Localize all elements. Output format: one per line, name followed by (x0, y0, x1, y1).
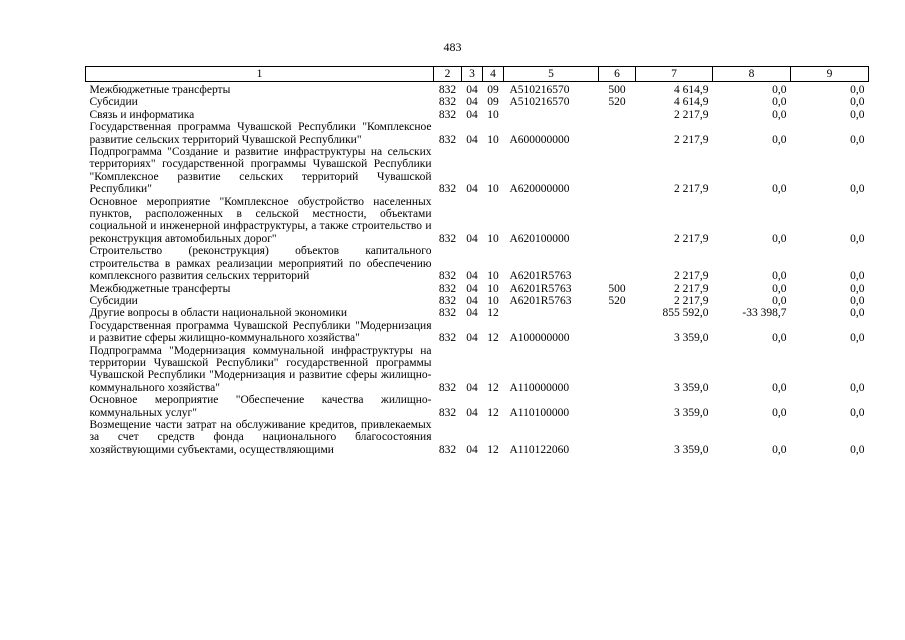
item-name-cell: Субсидии (89, 294, 138, 307)
amount-cell: 4 614,9 (674, 96, 709, 109)
target-article-cell: А110122060 (509, 443, 570, 456)
subsection-code-cell: 10 (487, 270, 499, 283)
expense-type-cell: 500 (608, 84, 626, 96)
ministry-code-cell: 832 (438, 294, 457, 307)
table-row (86, 394, 869, 419)
item-name-cell: Строительство (реконструкция) объектов капитального строительства в рамках реализации мероприятий по обеспечению комплексного развития сельских территорий (89, 245, 432, 283)
target-article-cell: А620000000 (509, 183, 570, 196)
amount-cell: 3 359,0 (674, 443, 709, 456)
header-cell: 4 (483, 67, 504, 82)
expense-type-cell (599, 121, 636, 146)
target-article-cell: А600000000 (509, 133, 570, 146)
ministry-code-cell: 832 (438, 108, 457, 121)
item-name-cell: Подпрограмма "Модернизация коммунальной инфраструктуры на территории Чувашской Республики" государственной программы Чувашской Республики "Модернизация и развитие сферы жилищно-коммунального хозяйства" (89, 344, 432, 394)
change-cell: 0,0 (772, 282, 787, 295)
section-code-cell: 04 (466, 381, 478, 394)
table-row (86, 320, 869, 345)
target-article-cell: А110000000 (509, 381, 570, 394)
table-row (86, 307, 869, 319)
section-code-cell: 04 (466, 294, 478, 307)
subsection-code-cell: 12 (487, 406, 499, 419)
target-article-cell: А6201R5763 (509, 294, 572, 307)
value-cell: 0,0 (850, 332, 865, 345)
ministry-code-cell: 832 (438, 96, 457, 109)
value-cell: 0,0 (850, 84, 865, 96)
target-article-cell (504, 109, 599, 121)
target-article-cell: А6201R5763 (509, 282, 572, 295)
section-code-cell: 04 (466, 406, 478, 419)
change-cell: 0,0 (772, 406, 787, 419)
table-row (86, 196, 869, 246)
expense-type-cell: 520 (608, 96, 626, 109)
header-cell: 9 (791, 67, 869, 82)
header-cell: 1 (86, 67, 434, 82)
expense-type-cell (599, 245, 636, 282)
subsection-code-cell: 12 (487, 307, 499, 320)
value-cell: 0,0 (850, 294, 865, 307)
amount-cell: 2 217,9 (674, 108, 709, 121)
ministry-code-cell: 832 (438, 307, 457, 320)
expense-type-cell (599, 307, 636, 319)
section-code-cell: 04 (466, 133, 478, 146)
value-cell: 0,0 (850, 307, 865, 320)
ministry-code-cell: 832 (438, 133, 457, 146)
section-code-cell: 04 (466, 270, 478, 283)
change-cell: 0,0 (772, 133, 787, 146)
table-row (86, 245, 869, 282)
amount-cell: 3 359,0 (674, 406, 709, 419)
target-article-cell: А6201R5763 (509, 270, 572, 283)
expense-type-cell: 500 (608, 282, 626, 295)
section-code-cell: 04 (466, 332, 478, 345)
change-cell: 0,0 (772, 381, 787, 394)
value-cell: 0,0 (850, 270, 865, 283)
change-cell: 0,0 (772, 108, 787, 121)
header-cell: 2 (434, 67, 462, 82)
value-cell: 0,0 (850, 232, 865, 245)
amount-cell: 2 217,9 (674, 270, 709, 283)
subsection-code-cell: 10 (487, 282, 499, 295)
ministry-code-cell: 832 (438, 84, 457, 96)
item-name-cell: Государственная программа Чувашской Республики "Модернизация и развитие сферы жилищно-коммунального хозяйства" (89, 319, 432, 345)
change-cell: 0,0 (772, 232, 787, 245)
table-row (86, 82, 869, 97)
section-code-cell: 04 (466, 443, 478, 456)
table-body (86, 82, 869, 457)
header-row (86, 67, 869, 82)
item-name-cell: Возмещение части затрат на обслуживание кредитов, привлекаемых за счет средств фонда национального благосостояния хозяйствующими субъектами, осуществляющими (89, 418, 432, 456)
value-cell: 0,0 (850, 406, 865, 419)
header-cell: 5 (504, 67, 599, 82)
expense-type-cell (599, 345, 636, 395)
target-article-cell: А100000000 (509, 332, 570, 345)
change-cell: 0,0 (772, 332, 787, 345)
target-article-cell: А510216570 (509, 96, 570, 109)
table-row (86, 96, 869, 108)
section-code-cell: 04 (466, 183, 478, 196)
subsection-code-cell: 10 (487, 232, 499, 245)
amount-cell: 3 359,0 (674, 332, 709, 345)
amount-cell: 2 217,9 (674, 183, 709, 196)
amount-cell: 2 217,9 (674, 133, 709, 146)
budget-table-container (85, 66, 868, 456)
change-cell: 0,0 (772, 270, 787, 283)
amount-cell: 3 359,0 (674, 381, 709, 394)
value-cell: 0,0 (850, 381, 865, 394)
expense-type-cell (599, 394, 636, 419)
item-name-cell: Основное мероприятие "Обеспечение качества жилищно-коммунальных услуг" (89, 394, 432, 419)
amount-cell: 4 614,9 (674, 84, 709, 96)
subsection-code-cell: 09 (487, 96, 499, 109)
header-cell: 3 (462, 67, 483, 82)
subsection-code-cell: 12 (487, 332, 499, 345)
value-cell: 0,0 (850, 443, 865, 456)
change-cell: 0,0 (772, 96, 787, 109)
section-code-cell: 04 (466, 96, 478, 109)
amount-cell: 2 217,9 (674, 294, 709, 307)
value-cell: 0,0 (850, 282, 865, 295)
change-cell: 0,0 (772, 443, 787, 456)
header-cell: 6 (599, 67, 636, 82)
table-row (86, 419, 869, 456)
header-cell: 8 (713, 67, 791, 82)
page-number: 483 (443, 40, 462, 54)
target-article-cell (504, 307, 599, 319)
change-cell: 0,0 (772, 183, 787, 196)
item-name-cell: Основное мероприятие "Комплексное обустройство населенных пунктов, расположенных в сельской местности, объектами социальной и инженерной инфраструктуры, а также строительство и реконструкция автомобильных дорог" (89, 195, 432, 245)
target-article-cell: А510216570 (509, 84, 570, 96)
value-cell: 0,0 (850, 183, 865, 196)
change-cell: 0,0 (772, 84, 787, 96)
table-row (86, 295, 869, 307)
subsection-code-cell: 10 (487, 294, 499, 307)
subsection-code-cell: 12 (487, 381, 499, 394)
expense-type-cell: 520 (608, 294, 626, 307)
change-cell: 0,0 (772, 294, 787, 307)
subsection-code-cell: 10 (487, 108, 499, 121)
table-row (86, 146, 869, 196)
expense-type-cell (599, 320, 636, 345)
item-name-cell: Связь и информатика (89, 108, 195, 121)
ministry-code-cell: 832 (438, 183, 457, 196)
change-cell: -33 398,7 (742, 307, 787, 320)
expense-type-cell (599, 196, 636, 246)
ministry-code-cell: 832 (438, 443, 457, 456)
item-name-cell: Межбюджетные трансферты (89, 282, 231, 295)
section-code-cell: 04 (466, 108, 478, 121)
table-row (86, 345, 869, 395)
section-code-cell: 04 (466, 84, 478, 96)
ministry-code-cell: 832 (438, 270, 457, 283)
expense-type-cell (599, 419, 636, 456)
amount-cell: 2 217,9 (674, 232, 709, 245)
ministry-code-cell: 832 (438, 332, 457, 345)
section-code-cell: 04 (466, 307, 478, 320)
item-name-cell: Государственная программа Чувашской Республики "Комплексное развитие сельских территорий Чувашской Республики" (89, 121, 432, 146)
ministry-code-cell: 832 (438, 232, 457, 245)
ministry-code-cell: 832 (438, 381, 457, 394)
item-name-cell: Субсидии (89, 96, 138, 109)
ministry-code-cell: 832 (438, 282, 457, 295)
section-code-cell: 04 (466, 232, 478, 245)
value-cell: 0,0 (850, 96, 865, 109)
section-code-cell: 04 (466, 282, 478, 295)
table-row (86, 121, 869, 146)
subsection-code-cell: 12 (487, 443, 499, 456)
header-cell: 7 (636, 67, 713, 82)
target-article-cell: А620100000 (509, 232, 570, 245)
item-name-cell: Другие вопросы в области национальной экономики (89, 307, 348, 320)
item-name-cell: Межбюджетные трансферты (89, 84, 231, 96)
budget-table (85, 66, 869, 456)
target-article-cell: А110100000 (509, 406, 570, 419)
expense-type-cell (599, 109, 636, 121)
item-name-cell: Подпрограмма "Создание и развитие инфраструктуры на сельских территориях" государственной программы Чувашской Республики "Комплексное развитие сельских территорий Чувашской Республики" (89, 146, 432, 196)
amount-cell: 2 217,9 (674, 282, 709, 295)
subsection-code-cell: 10 (487, 183, 499, 196)
value-cell: 0,0 (850, 108, 865, 121)
subsection-code-cell: 09 (487, 84, 499, 96)
amount-cell: 855 592,0 (662, 307, 709, 320)
table-row (86, 109, 869, 121)
ministry-code-cell: 832 (438, 406, 457, 419)
subsection-code-cell: 10 (487, 133, 499, 146)
table-row (86, 283, 869, 295)
value-cell: 0,0 (850, 133, 865, 146)
expense-type-cell (599, 146, 636, 196)
